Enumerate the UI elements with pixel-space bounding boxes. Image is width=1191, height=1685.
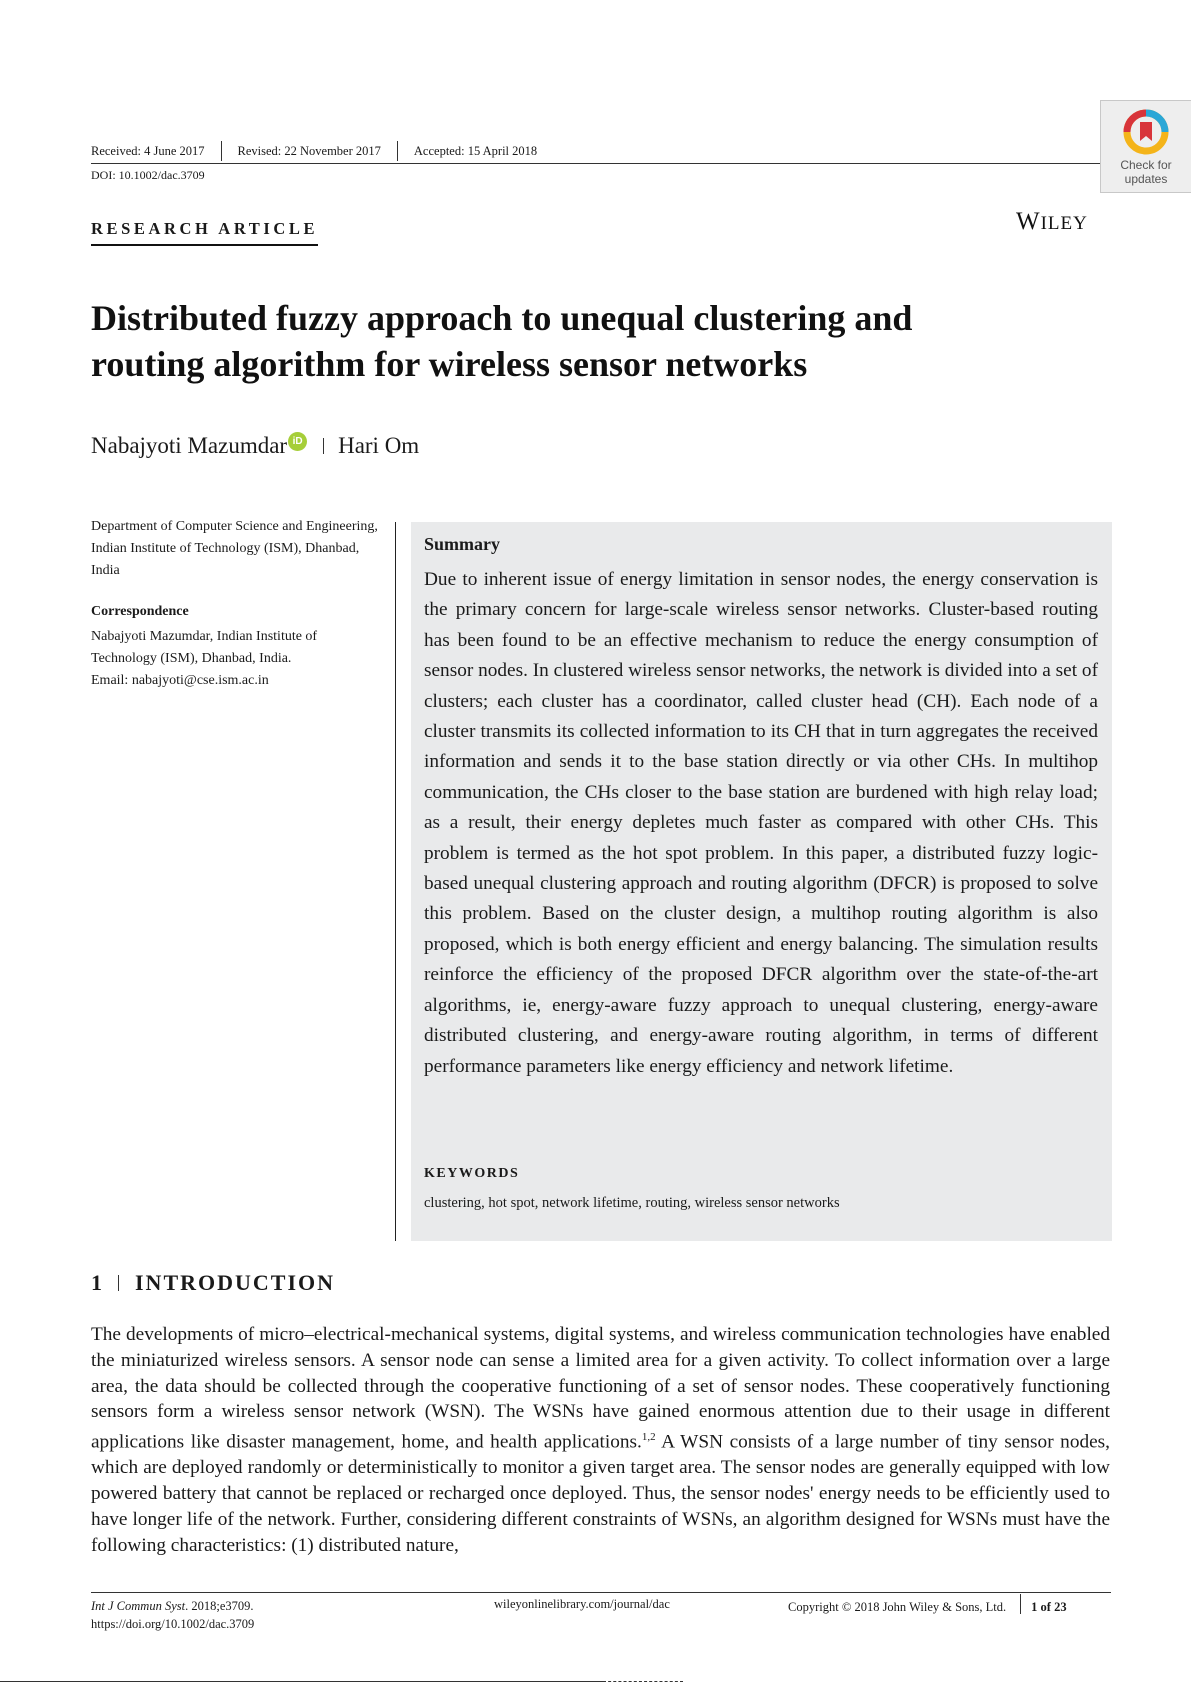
- summary-heading: Summary: [424, 534, 500, 554]
- footer-doi-link[interactable]: https://doi.org/10.1002/dac.3709: [91, 1617, 255, 1631]
- author-second[interactable]: Hari Om: [338, 433, 420, 458]
- article-type: RESEARCH ARTICLE: [91, 219, 318, 246]
- section-number: 1: [91, 1270, 104, 1295]
- introduction-paragraph: [91, 1322, 1110, 1559]
- bottom-edge-dash: [603, 1681, 683, 1682]
- badge-label-2: updates: [1124, 172, 1168, 186]
- orcid-icon[interactable]: iD: [288, 432, 307, 451]
- revised-date: Revised: 22 November 2017: [221, 141, 397, 161]
- section-title: INTRODUCTION: [135, 1270, 336, 1295]
- footer-site-link[interactable]: wileyonlinelibrary.com/journal/dac: [494, 1597, 670, 1611]
- affiliation: Department of Computer Science and Engineering, Indian Institute of Technology (ISM), Dhanbad, India: [91, 519, 378, 578]
- badge-label-1: Check for: [1120, 158, 1172, 172]
- author-list: [91, 433, 419, 459]
- received-date: Received: 4 June 2017: [91, 144, 205, 158]
- crossmark-icon: [1121, 107, 1171, 157]
- intro-text-2: A WSN consists of a large number of tiny sensor nodes, which are deployed randomly or deterministically to monitor a given target area. The sensor nodes are generally equipped with low powered battery that cannot be replaced or recharged once deployed. Thus, the sensor nodes' energy needs to be efficiently used to have longer life of the network. Further, considering different constraints of WSNs, an algorithm designed for WSNs must have the following characteristics: (1) distributed nature,: [91, 1431, 1110, 1556]
- title-line-1: Distributed fuzzy approach to unequal clustering and: [91, 298, 913, 338]
- publisher-logo: [1016, 208, 1088, 236]
- correspondence-email[interactable]: Email: nabajyoti@cse.ism.ac.in: [91, 673, 269, 688]
- publisher-rest: ILEY: [1040, 213, 1088, 234]
- check-for-updates-badge[interactable]: [1100, 100, 1191, 193]
- correspondence-heading: Correspondence: [91, 604, 189, 619]
- doi: DOI: 10.1002/dac.3709: [91, 168, 205, 182]
- correspondence-block: [91, 626, 381, 692]
- header-rule: [91, 163, 1101, 164]
- correspondence-address: Nabajyoti Mazumdar, Indian Institute of Technology (ISM), Dhanbad, India.: [91, 629, 318, 666]
- publisher-initial: W: [1016, 208, 1041, 235]
- copyright: Copyright © 2018 John Wiley & Sons, Ltd.: [788, 1599, 1007, 1614]
- accepted-date: Accepted: 15 April 2018: [397, 141, 553, 161]
- page-number: 1 of 23: [1031, 1599, 1067, 1614]
- paper-title: [91, 295, 1101, 387]
- journal-name: Int J Commun Syst: [91, 1599, 186, 1613]
- footer-citation: [91, 1597, 254, 1633]
- summary-text: Due to inherent issue of energy limitation in sensor nodes, the energy conservation is the primary concern for large-scale wireless sensor networks. Cluster-based routing has been found to be an effective mechanism to reduce the energy consumption of sensor nodes. In clustered wireless sensor networks, the network is divided into a set of clusters; each cluster has a coordinator, called cluster head (CH). Each node of a cluster transmits its collected information to its CH that in turn aggregates the received information and sends it to the base station directly or via other CHs. In multihop communication, the CHs closer to the base station are burdened with high relay load; as a result, their energy depletes much faster as compared with other CHs. This problem is termed as the hot spot problem. In this paper, a distributed fuzzy logic-based unequal clustering approach and routing algorithm (DFCR) is proposed to solve this problem. Based on the cluster design, a multihop routing algorithm is also proposed, which is both energy efficient and energy balancing. The simulation results reinforce the efficiency of the proposed DFCR algorithm over the state-of-the-art algorithms, ie, energy-aware fuzzy approach to unequal clustering, energy-aware distributed clustering, and energy-aware routing algorithm, in terms of different performance parameters like energy efficiency and network lifetime.: [424, 569, 1098, 1077]
- keywords-heading: KEYWORDS: [424, 1166, 520, 1181]
- abstract-divider: [395, 522, 396, 1241]
- footer-separator: [1020, 1594, 1021, 1614]
- journal-citation: . 2018;e3709.: [185, 1599, 254, 1613]
- citation-ref[interactable]: 1,2: [641, 1431, 656, 1444]
- section-separator: [118, 1275, 119, 1291]
- footer-right: [788, 1597, 1067, 1617]
- author-first[interactable]: Nabajyoti Mazumdar: [91, 433, 288, 458]
- section-heading-introduction: [91, 1270, 335, 1296]
- bottom-edge-line: [0, 1681, 603, 1682]
- keywords-list: clustering, hot spot, network lifetime, routing, wireless sensor networks: [424, 1195, 840, 1211]
- intro-text-1: The developments of micro–electrical-mechanical systems, digital systems, and wireless communication technologies have enabled the miniaturized wireless sensors. A sensor node can sense a limited area for a given activity. To collect information over a large area, the data should be collected through the cooperative functioning of a set of sensor nodes. These cooperatively functioning sensors form a wireless sensor network (WSN). The WSNs have gained enormous attention due to their usage in different applications like disaster management, home, and health applications.: [91, 1324, 1110, 1453]
- footer-rule: [91, 1592, 1111, 1593]
- title-line-2: routing algorithm for wireless sensor networks: [91, 344, 808, 384]
- dates-row: [91, 141, 553, 161]
- author-separator: [323, 438, 324, 454]
